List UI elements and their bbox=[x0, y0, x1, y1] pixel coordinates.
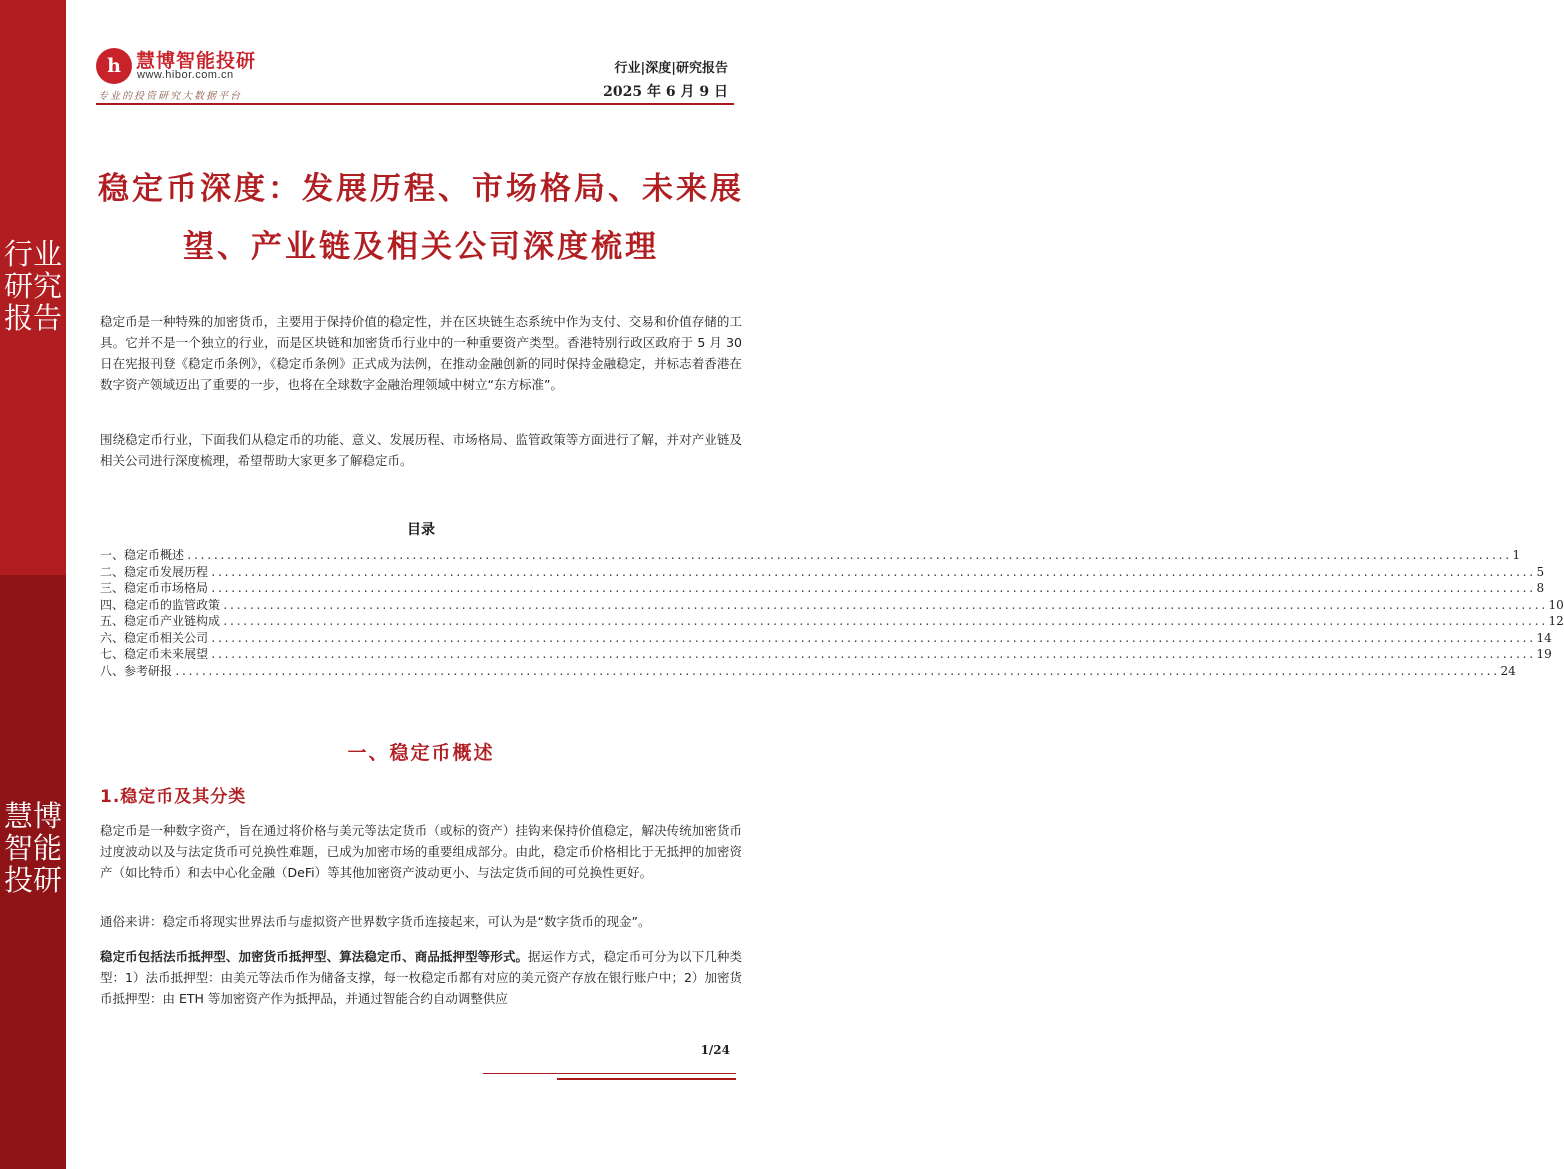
toc-entry[interactable] bbox=[100, 564, 1545, 581]
logo-url: www.hibor.com.cn bbox=[137, 69, 234, 81]
section-heading: 一、稳定币概述 bbox=[347, 742, 495, 764]
document-title-line-1: 稳定币深度：发展历程、市场格局、未来展 bbox=[98, 171, 744, 207]
toc-entry[interactable] bbox=[100, 646, 1552, 663]
report-date: 2025 年 6 月 9 日 bbox=[603, 84, 728, 100]
toc-entry[interactable] bbox=[100, 663, 1516, 680]
toc-leader-dots: ........................................................................................................................................................................................................ bbox=[174, 664, 1499, 678]
intro-paragraph-2: 围绕稳定币行业，下面我们从稳定币的功能、意义、发展历程、市场格局、监管政策等方面进行了解，并对产业链及相关公司进行深度梳理，希望帮助大家更多了解稳定币。 bbox=[100, 432, 742, 468]
footer-rule-thin bbox=[483, 1073, 736, 1074]
toc-leader-dots: ........................................................................................................................................................................................................ bbox=[210, 582, 1535, 595]
toc-leader-dots: ........................................................................................................................................................................................................ bbox=[210, 565, 1535, 579]
document-title-line-2: 望、产业链及相关公司深度梳理 bbox=[183, 229, 659, 265]
brand-logo bbox=[96, 44, 296, 100]
toc-entry[interactable] bbox=[100, 597, 1564, 614]
section-paragraph-3-body: 据运作方式，稳定币可分为以下几种类型：1）法币抵押型：由美元等法币作为储备支撑，每一枚稳定币都有对应的美元资产存放在银行账户中；2）加密货币抵押型：由 ETH 等加密资产作为抵押品，并通过智能合约自动调整供应 bbox=[100, 949, 742, 1006]
toc-entry-label: 七、稳定币未来展望 bbox=[100, 647, 209, 661]
toc-entry-page: 10 bbox=[1548, 597, 1564, 612]
toc-entry[interactable] bbox=[100, 613, 1564, 630]
toc-entry-page: 14 bbox=[1536, 630, 1552, 645]
toc-entry-page: 8 bbox=[1536, 581, 1545, 595]
toc-entry-label: 八、参考研报 bbox=[100, 663, 173, 678]
toc-entry-label: 四、稳定币的监管政策 bbox=[100, 597, 221, 612]
sidebar-report-label: 行业研究报告 bbox=[3, 237, 62, 335]
toc-entry-label: 五、稳定币产业链构成 bbox=[100, 614, 221, 628]
toc-entry-page: 19 bbox=[1536, 647, 1552, 661]
section-paragraph-2: 通俗来讲：稳定币将现实世界法币与虚拟资产世界数字货币连接起来，可认为是“数字货币的现金”。 bbox=[100, 914, 651, 929]
subsection-heading: 1.稳定币及其分类 bbox=[100, 787, 247, 807]
toc-entry-label: 二、稳定币发展历程 bbox=[100, 564, 209, 579]
toc-entry-page: 5 bbox=[1536, 564, 1545, 579]
footer-rule-thick bbox=[557, 1078, 736, 1080]
toc-entry-page: 1 bbox=[1512, 548, 1521, 562]
toc-entry-page: 12 bbox=[1548, 614, 1564, 628]
toc-entry-page: 24 bbox=[1500, 663, 1516, 678]
toc-leader-dots: ........................................................................................................................................................................................................ bbox=[186, 549, 1511, 562]
toc-entry[interactable] bbox=[100, 580, 1545, 597]
table-of-contents bbox=[100, 547, 1564, 679]
toc-title: 目录 bbox=[407, 522, 435, 538]
toc-entry-label: 六、稳定币相关公司 bbox=[100, 630, 209, 645]
intro-paragraph-1: 稳定币是一种特殊的加密货币，主要用于保持价值的稳定性，并在区块链生态系统中作为支付、交易和价值存储的工具。它并不是一个独立的行业，而是区块链和加密货币行业中的一种重要资产类型。香港特别行政区政府于 5 月 30 日在宪报刊登《稳定币条例》，《稳定币条例》正式成为法例，在推动金融创新的同时保持金融稳定，并标志着香港在数字资产领域迈出了重要的一步，也将在全球数字金融治理领域中树立“东方标准”。 bbox=[100, 314, 742, 392]
section-paragraph-1: 稳定币是一种数字资产，旨在通过将价格与美元等法定货币（或标的资产）挂钩来保持价值稳定，解决传统加密货币过度波动以及与法定货币可兑换性难题，已成为加密市场的重要组成部分。由此，稳定币价格相比于无抵押的加密资产（如比特币）和去中心化金融（DeFi）等其他加密资产波动更小、与法定货币间的可兑换性更好。 bbox=[100, 823, 742, 880]
header-divider bbox=[96, 103, 734, 105]
toc-entry-label: 三、稳定币市场格局 bbox=[100, 581, 209, 595]
toc-entry-label: 一、稳定币概述 bbox=[100, 548, 185, 562]
toc-leader-dots: ........................................................................................................................................................................................................ bbox=[210, 648, 1535, 661]
logo-slogan: 专业的投资研究大数据平台 bbox=[98, 91, 242, 102]
toc-entry[interactable] bbox=[100, 547, 1521, 564]
toc-entry[interactable] bbox=[100, 630, 1552, 647]
page-number: 1/24 bbox=[700, 1043, 730, 1057]
sidebar bbox=[0, 0, 66, 1169]
section-paragraph-3-lead: 稳定币包括法币抵押型、加密货币抵押型、算法稳定币、商品抵押型等形式。 bbox=[100, 949, 529, 964]
header-meta bbox=[603, 60, 728, 102]
logo-name: 慧博智能投研 bbox=[136, 50, 257, 72]
toc-leader-dots: ........................................................................................................................................................................................................ bbox=[222, 598, 1547, 612]
section-paragraph-3 bbox=[100, 946, 742, 1009]
toc-leader-dots: ........................................................................................................................................................................................................ bbox=[222, 615, 1547, 628]
toc-leader-dots: ........................................................................................................................................................................................................ bbox=[210, 631, 1535, 645]
report-type: 行业|深度|研究报告 bbox=[614, 61, 728, 76]
sidebar-brand-label: 慧博智能投研 bbox=[3, 799, 62, 897]
logo-mark-icon: h bbox=[96, 48, 132, 84]
